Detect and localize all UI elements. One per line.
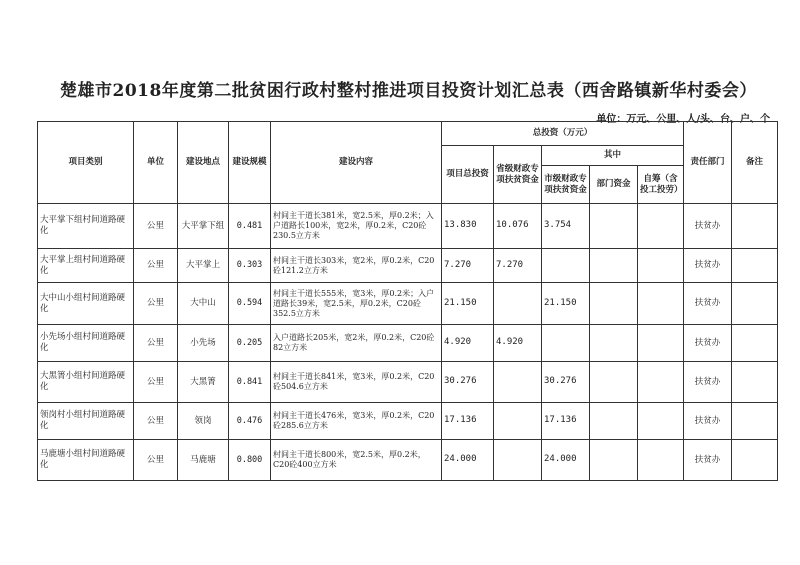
cell-type: 大平掌下组村间道路硬化 (38, 204, 134, 249)
cell-resp: 扶贫办 (684, 403, 732, 440)
cell-self (638, 249, 684, 283)
table-row (38, 362, 778, 403)
cell-province (494, 440, 542, 481)
cell-note (732, 403, 778, 440)
cell-unit: 公里 (134, 283, 178, 325)
header-self: 自筹（含投工投劳） (638, 166, 684, 204)
cell-note (732, 249, 778, 283)
cell-dept (590, 204, 638, 249)
cell-city: 21.150 (542, 283, 590, 325)
cell-unit: 公里 (134, 204, 178, 249)
cell-unit: 公里 (134, 249, 178, 283)
cell-location: 大平掌下组 (178, 204, 229, 249)
cell-note (732, 325, 778, 362)
cell-dept (590, 440, 638, 481)
table-row (38, 403, 778, 440)
cell-resp: 扶贫办 (684, 440, 732, 481)
cell-resp: 扶贫办 (684, 362, 732, 403)
table-row (38, 204, 778, 249)
header-type: 项目类别 (38, 122, 134, 204)
header-unit: 单位 (134, 122, 178, 204)
cell-resp: 扶贫办 (684, 204, 732, 249)
cell-note (732, 283, 778, 325)
cell-self (638, 362, 684, 403)
header-among: 其中 (542, 146, 684, 166)
cell-note (732, 440, 778, 481)
cell-total: 21.150 (442, 283, 494, 325)
table-row (38, 440, 778, 481)
cell-resp: 扶贫办 (684, 283, 732, 325)
cell-content: 村间主干道长800米，宽2.5米，厚0.2米，C20砼400立方米 (271, 440, 442, 481)
cell-content: 村间主干道长381米，宽2.5米，厚0.2米；入户道路长100米，宽2米，厚0.2米，C20砼230.5立方米 (271, 204, 442, 249)
cell-content: 村间主干道长476米，宽3米，厚0.2米，C20砼285.6立方米 (271, 403, 442, 440)
cell-total: 4.920 (442, 325, 494, 362)
cell-unit: 公里 (134, 362, 178, 403)
cell-province: 7.270 (494, 249, 542, 283)
cell-type: 马鹿塘小组村间道路硬化 (38, 440, 134, 481)
cell-location: 大黑箐 (178, 362, 229, 403)
cell-province (494, 283, 542, 325)
cell-scale: 0.841 (229, 362, 271, 403)
cell-self (638, 204, 684, 249)
table-row (38, 283, 778, 325)
header-dept: 部门资金 (590, 166, 638, 204)
header-content: 建设内容 (271, 122, 442, 204)
cell-city: 17.136 (542, 403, 590, 440)
cell-province (494, 362, 542, 403)
header-note: 备注 (732, 122, 778, 204)
cell-content: 村间主干道长555米，宽3米，厚0.2米；入户道路长39米，宽2.5米，厚0.2米，C20砼352.5立方米 (271, 283, 442, 325)
cell-scale: 0.476 (229, 403, 271, 440)
header-province: 省级财政专项扶贫资金 (494, 146, 542, 204)
cell-type: 大平掌上组村间道路硬化 (38, 249, 134, 283)
cell-city (542, 249, 590, 283)
cell-city (542, 325, 590, 362)
cell-scale: 0.205 (229, 325, 271, 362)
cell-dept (590, 325, 638, 362)
cell-city: 24.000 (542, 440, 590, 481)
cell-dept (590, 403, 638, 440)
cell-type: 领岗村小组村间道路硬化 (38, 403, 134, 440)
header-resp: 责任部门 (684, 122, 732, 204)
cell-city: 3.754 (542, 204, 590, 249)
cell-province (494, 403, 542, 440)
header-city: 市级财政专项扶贫资金 (542, 166, 590, 204)
cell-province: 10.076 (494, 204, 542, 249)
cell-note (732, 362, 778, 403)
cell-type: 大黑箐小组村间道路硬化 (38, 362, 134, 403)
cell-content: 入户道路长205米，宽2米，厚0.2米，C20砼82立方米 (271, 325, 442, 362)
cell-self (638, 325, 684, 362)
page-title: 楚雄市2018年度第二批贫困行政村整村推进项目投资计划汇总表（西舍路镇新华村委会） (60, 81, 757, 101)
cell-scale: 0.481 (229, 204, 271, 249)
table-row (38, 249, 778, 283)
cell-self (638, 403, 684, 440)
header-total-group: 总投资（万元） (442, 122, 684, 146)
cell-content: 村间主干道长841米，宽3米，厚0.2米，C20砼504.6立方米 (271, 362, 442, 403)
cell-unit: 公里 (134, 403, 178, 440)
cell-province: 4.920 (494, 325, 542, 362)
cell-city: 30.276 (542, 362, 590, 403)
header-scale: 建设规模 (229, 122, 271, 204)
cell-self (638, 283, 684, 325)
header-total: 项目总投资 (442, 146, 494, 204)
cell-total: 17.136 (442, 403, 494, 440)
table-row (38, 325, 778, 362)
cell-type: 小先场小组村间道路硬化 (38, 325, 134, 362)
cell-location: 领岗 (178, 403, 229, 440)
units-note: 单位：万元、公里、人/头、台、户、个 (596, 114, 770, 125)
cell-scale: 0.594 (229, 283, 271, 325)
cell-dept (590, 362, 638, 403)
cell-location: 马鹿塘 (178, 440, 229, 481)
cell-scale: 0.303 (229, 249, 271, 283)
investment-table (37, 121, 778, 481)
cell-scale: 0.800 (229, 440, 271, 481)
cell-total: 13.830 (442, 204, 494, 249)
cell-unit: 公里 (134, 440, 178, 481)
cell-dept (590, 283, 638, 325)
cell-total: 7.270 (442, 249, 494, 283)
cell-dept (590, 249, 638, 283)
cell-type: 大中山小组村间道路硬化 (38, 283, 134, 325)
cell-total: 30.276 (442, 362, 494, 403)
cell-location: 大平掌上 (178, 249, 229, 283)
cell-location: 小先场 (178, 325, 229, 362)
cell-resp: 扶贫办 (684, 249, 732, 283)
cell-total: 24.000 (442, 440, 494, 481)
cell-location: 大中山 (178, 283, 229, 325)
cell-resp: 扶贫办 (684, 325, 732, 362)
header-location: 建设地点 (178, 122, 229, 204)
table-body (38, 204, 778, 481)
cell-self (638, 440, 684, 481)
cell-content: 村间主干道长303米，宽2米，厚0.2米，C20砼121.2立方米 (271, 249, 442, 283)
cell-unit: 公里 (134, 325, 178, 362)
cell-note (732, 204, 778, 249)
